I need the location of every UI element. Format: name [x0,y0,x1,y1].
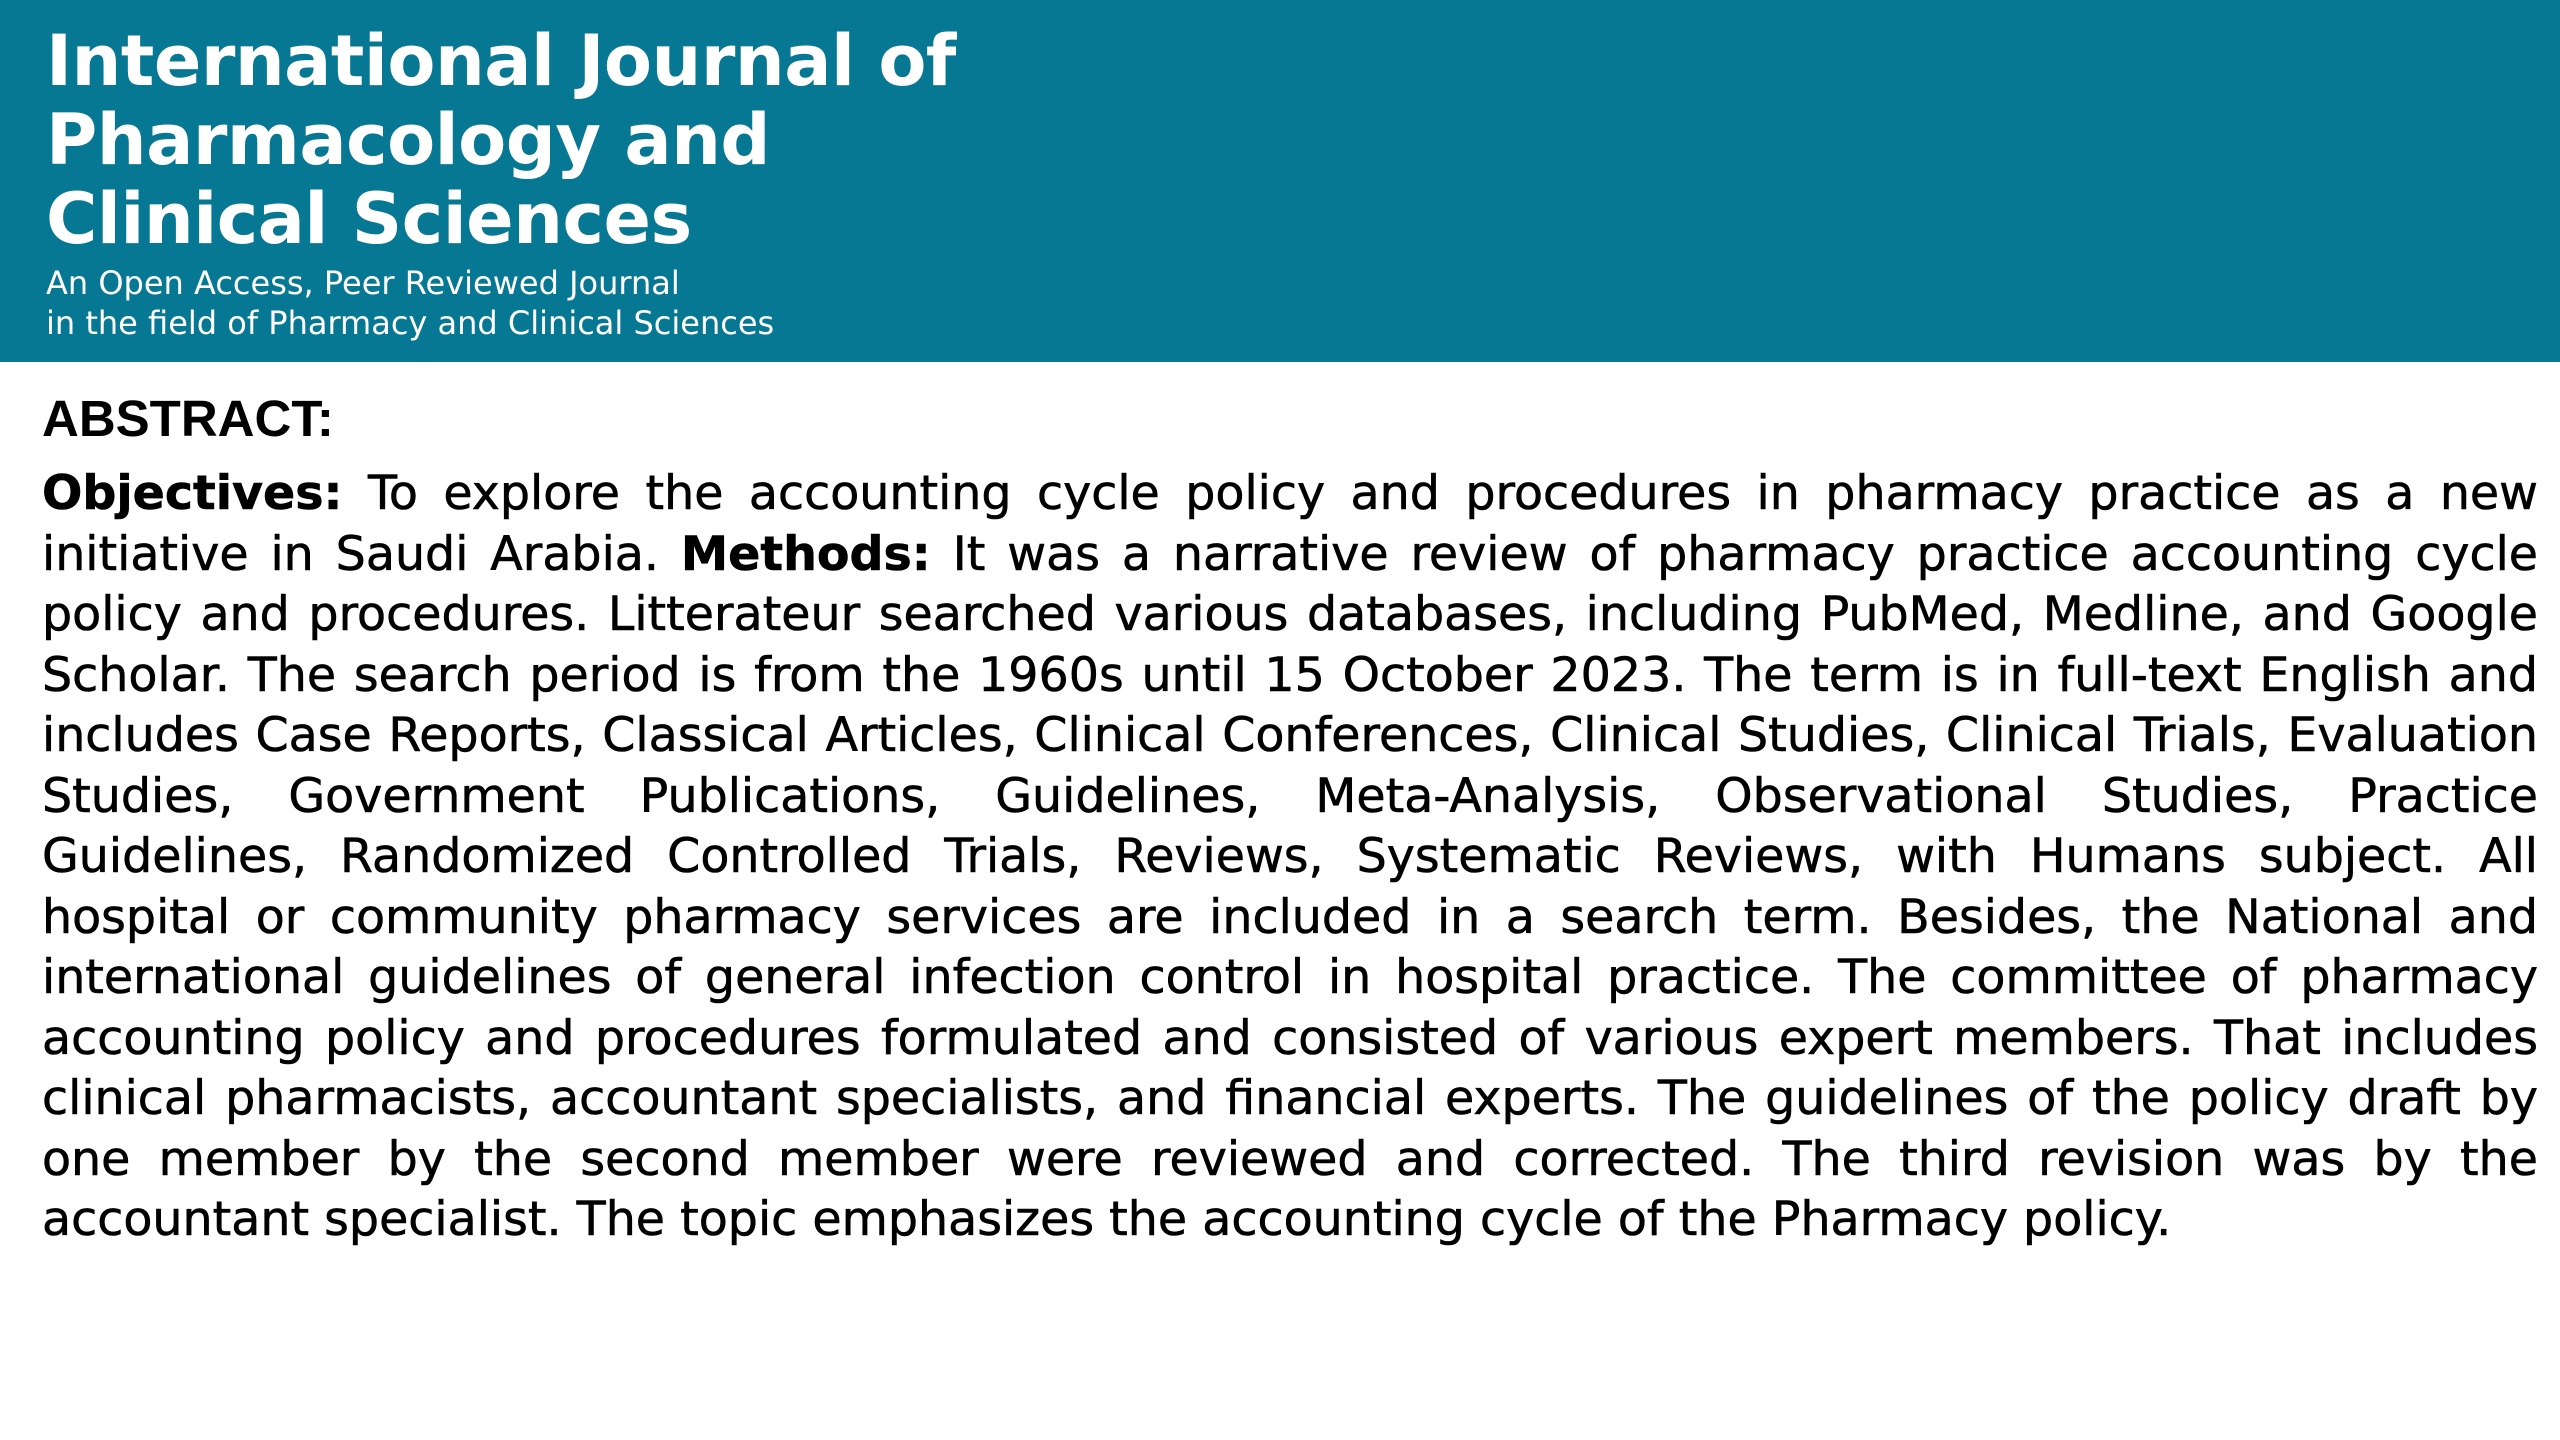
journal-tagline [46,263,774,343]
abstract-heading: ABSTRACT: [42,390,334,447]
abstract-section [42,388,2538,1251]
journal-title-line-2: Pharmacology and [46,99,771,181]
objectives-text: To explore the accounting cycle policy and procedures in pharmacy practice as a new initiative in Saudi Arabia. [42,466,2538,582]
journal-tagline-line-1: An Open Access, Peer Reviewed Journal [46,264,680,302]
methods-label: Methods: [680,526,931,582]
methods-text: It was a narrative review of pharmacy practice accounting cycle policy and procedures. Litterateur searched various databases, including PubMed, Medline, and Google Scholar. The search period is from the 1960s until 15 October 2023. The term is in full-text English and includes Case Reports, Classical Articles, Clinical Conferences, Clinical Studies, Clinical Trials, Evaluation Studies, Government Publications, Guidelines, Meta-Analysis, Observational Studies, Practice Guidelines, Randomized Controlled Trials, Reviews, Systematic Reviews, with Humans subject. All hospital or community pharmacy services are included in a search term. Besides, the National and international guidelines of general infection control in hospital practice. The committee of pharmacy accounting policy and procedures formulated and consisted of various expert members. That includes clinical pharmacists, accountant specialists, and financial experts. The guidelines of the policy draft by one member by the second member were reviewed and corrected. The third revision was by the accountant specialist. The topic emphasizes the accounting cycle of the Pharmacy policy. [42,526,2538,1247]
journal-title-line-1: International Journal of [46,20,956,102]
journal-title [46,22,956,259]
journal-banner [0,0,2560,362]
abstract-body [42,464,2538,1251]
journal-title-line-3: Clinical Sciences [46,178,692,260]
journal-tagline-line-2: in the field of Pharmacy and Clinical Sciences [46,304,775,342]
objectives-label: Objectives: [42,466,343,521]
